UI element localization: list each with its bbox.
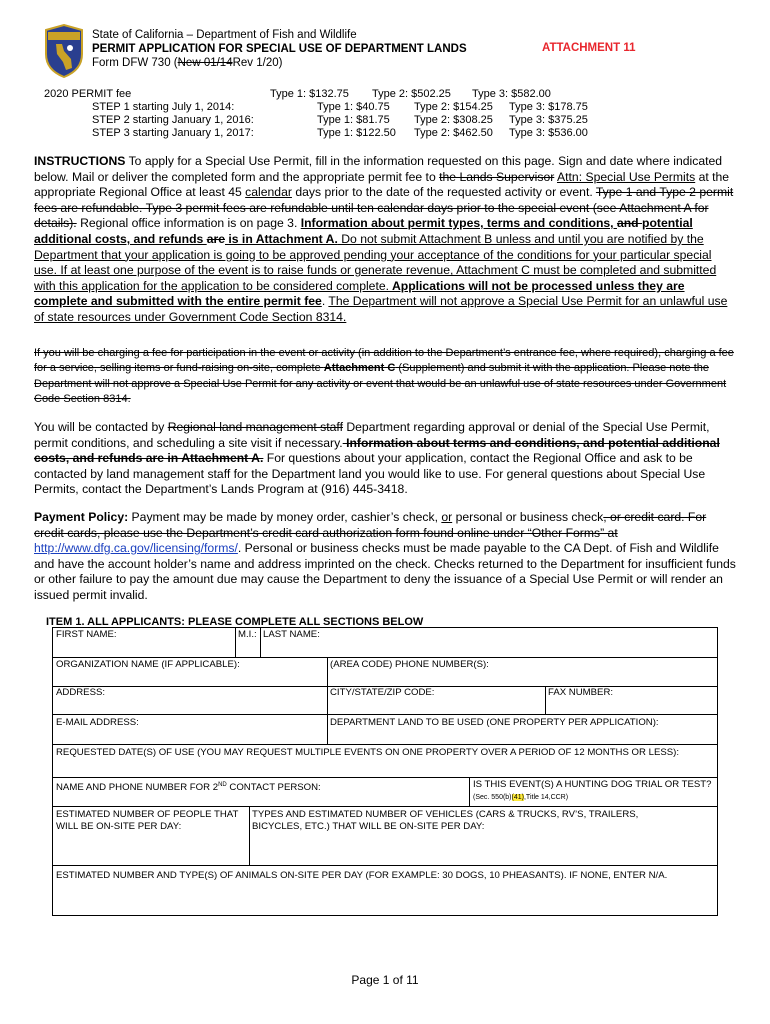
form-title: PERMIT APPLICATION FOR SPECIAL USE OF DEPARTMENT LANDS [92, 43, 467, 55]
phone-field[interactable]: (AREA CODE) PHONE NUMBER(S): [330, 659, 489, 670]
fee-row-step1: STEP 1 starting July 1, 2014: Type 1: $40.75 Type 2: $154.25 Type 3: $178.75 [92, 101, 588, 113]
vehicles-field[interactable]: TYPES AND ESTIMATED NUMBER OF VEHICLES (CARS & TRUCKS, RV’S, TRAILERS, BICYCLES, ETC.) THAT WILL BE ON-SITE PER DAY: [252, 809, 639, 832]
applicant-form [52, 627, 718, 916]
people-count-field[interactable]: ESTIMATED NUMBER OF PEOPLE THAT WILL BE ON-SITE PER DAY: [56, 809, 239, 832]
page-number: Page 1 of 11 [351, 973, 419, 987]
requested-dates-field[interactable]: REQUESTED DATE(S) OF USE (YOU MAY REQUEST MULTIPLE EVENTS ON ONE PROPERTY OVER A PERIOD OF 12 MONTHS OR LESS): [56, 747, 680, 758]
hunting-dog-trial-field[interactable]: IS THIS EVENT(S) A HUNTING DOG TRIAL OR TEST? (Sec. 550(b)(41),Title 14,CCR) [473, 779, 712, 801]
address-field[interactable]: ADDRESS: [56, 687, 106, 698]
attachment-label: ATTACHMENT 11 [542, 42, 636, 54]
organization-field[interactable]: ORGANIZATION NAME (IF APPLICABLE): [56, 659, 240, 670]
instructions-paragraph: INSTRUCTIONS To apply for a Special Use Permit, fill in the information requested on this page. Sign and date where indicated below. Mail or deliver the completed form and the appropriate permit fee to the Lands Supervisor Attn: Special Use Permits at the appropriate Regional Office at least 45 calendar days prior to the date of the requested activity or event. Type 1 and Type 2 permit fees are refundable. Type 3 permit fees are refundable until ten calendar days prior to the special event (see Attachment A for details). Regional office information is on page 3. Information about permit types, terms and conditions, and potential additional costs, and refunds are is in Attachment A. Do not submit Attachment B unless and until you are notified by the Department that your application is going to be approved pending your acceptance of the conditions for your particular special use. If at least one purpose of the event is to raise funds or generate revenue, Attachment C must be completed and submitted with this application for the application to be considered complete. Applications will not be processed unless they are complete and submitted with the entire permit fee. The Department will not approve a Special Use Permit for an unlawful use of state resources under Government Code Section 8314. [34, 154, 734, 324]
document-header [92, 28, 467, 70]
department-land-field[interactable]: DEPARTMENT LAND TO BE USED (ONE PROPERTY PER APPLICATION): [330, 717, 659, 728]
fee-charging-paragraph: If you will be charging a fee for participation in the event or activity (in addition to the Department’s entrance fee, where required), charging a fee for a service, selling items or fund-raising on-site, complete Attachment C (Supplement) and submit it with the application. Please note the Department will not approve a Special Use Permit for any activity or event that would be an unlawful use of state resources under Government Code Section 8314. [34, 347, 734, 406]
second-contact-field[interactable]: NAME AND PHONE NUMBER FOR 2ND CONTACT PERSON: [56, 782, 321, 794]
fee-type2: Type 2: $502.25 [372, 88, 451, 100]
first-name-field[interactable]: FIRST NAME: [56, 629, 117, 640]
fax-field[interactable]: FAX NUMBER: [548, 687, 614, 698]
email-field[interactable]: E-MAIL ADDRESS: [56, 717, 139, 728]
fee-type3: Type 3: $582.00 [472, 88, 551, 100]
fee-row-step2: STEP 2 starting January 1, 2016: Type 1: $81.75 Type 2: $308.25 Type 3: $375.25 [92, 114, 588, 126]
forms-link[interactable]: http://www.dfg.ca.gov/licensing/forms/ [34, 541, 238, 556]
form-number: Form DFW 730 (New 01/14Rev 1/20) [92, 57, 283, 69]
agency-name: State of California – Department of Fish and Wildlife [92, 29, 357, 41]
highlighted-reference: (41) [511, 793, 524, 801]
permit-fee-table [44, 88, 589, 140]
payment-policy-paragraph: Payment Policy: Payment may be made by money order, cashier’s check, or personal or business check, or credit card. For credit cards, please use the Department’s credit card authorization form found online under “Other Forms” at http://www.dfg.ca.gov/licensing/forms/. Personal or business checks must be made payable to the CA Dept. of Fish and Wildlife and have the account holder’s name and address imprinted on the check. Checks returned to the Department for insufficient funds or other failure to pay the amount due may cause the Department to deny the issuance of a Special Use Permit or will render an issued permit invalid. [34, 510, 736, 602]
fee-heading: 2020 PERMIT fee [44, 88, 132, 100]
last-name-field[interactable]: LAST NAME: [263, 629, 320, 640]
contact-paragraph: You will be contacted by Regional land management staff Department regarding approval or denial of the Special Use Permit, permit conditions, and scheduling a site visit if necessary. Information about terms and conditions, and potential additional costs, and refunds are in Attachment A. For questions about your application, contact the Regional Office and ask to be contacted by land management staff for the Department land you would like to use. For general questions about Special Use Permits, contact the Department’s Lands Program at (916) 445-3418. [34, 420, 720, 497]
middle-initial-field[interactable]: M.I.: [238, 629, 257, 640]
cdfw-badge-logo [44, 24, 84, 78]
fee-row-current [44, 88, 589, 101]
fee-row-step3: STEP 3 starting January 1, 2017: Type 1: $122.50 Type 2: $462.50 Type 3: $536.00 [92, 127, 588, 139]
animals-field[interactable]: ESTIMATED NUMBER AND TYPE(S) OF ANIMALS ON-SITE PER DAY (FOR EXAMPLE: 30 DOGS, 10 PHEASANTS). IF NONE, ENTER N/A. [56, 870, 668, 881]
fee-type1: Type 1: $132.75 [270, 88, 349, 100]
item1-title: ITEM 1. ALL APPLICANTS: PLEASE COMPLETE ALL SECTIONS BELOW [46, 616, 424, 628]
city-state-zip-field[interactable]: CITY/STATE/ZIP CODE: [330, 687, 435, 698]
